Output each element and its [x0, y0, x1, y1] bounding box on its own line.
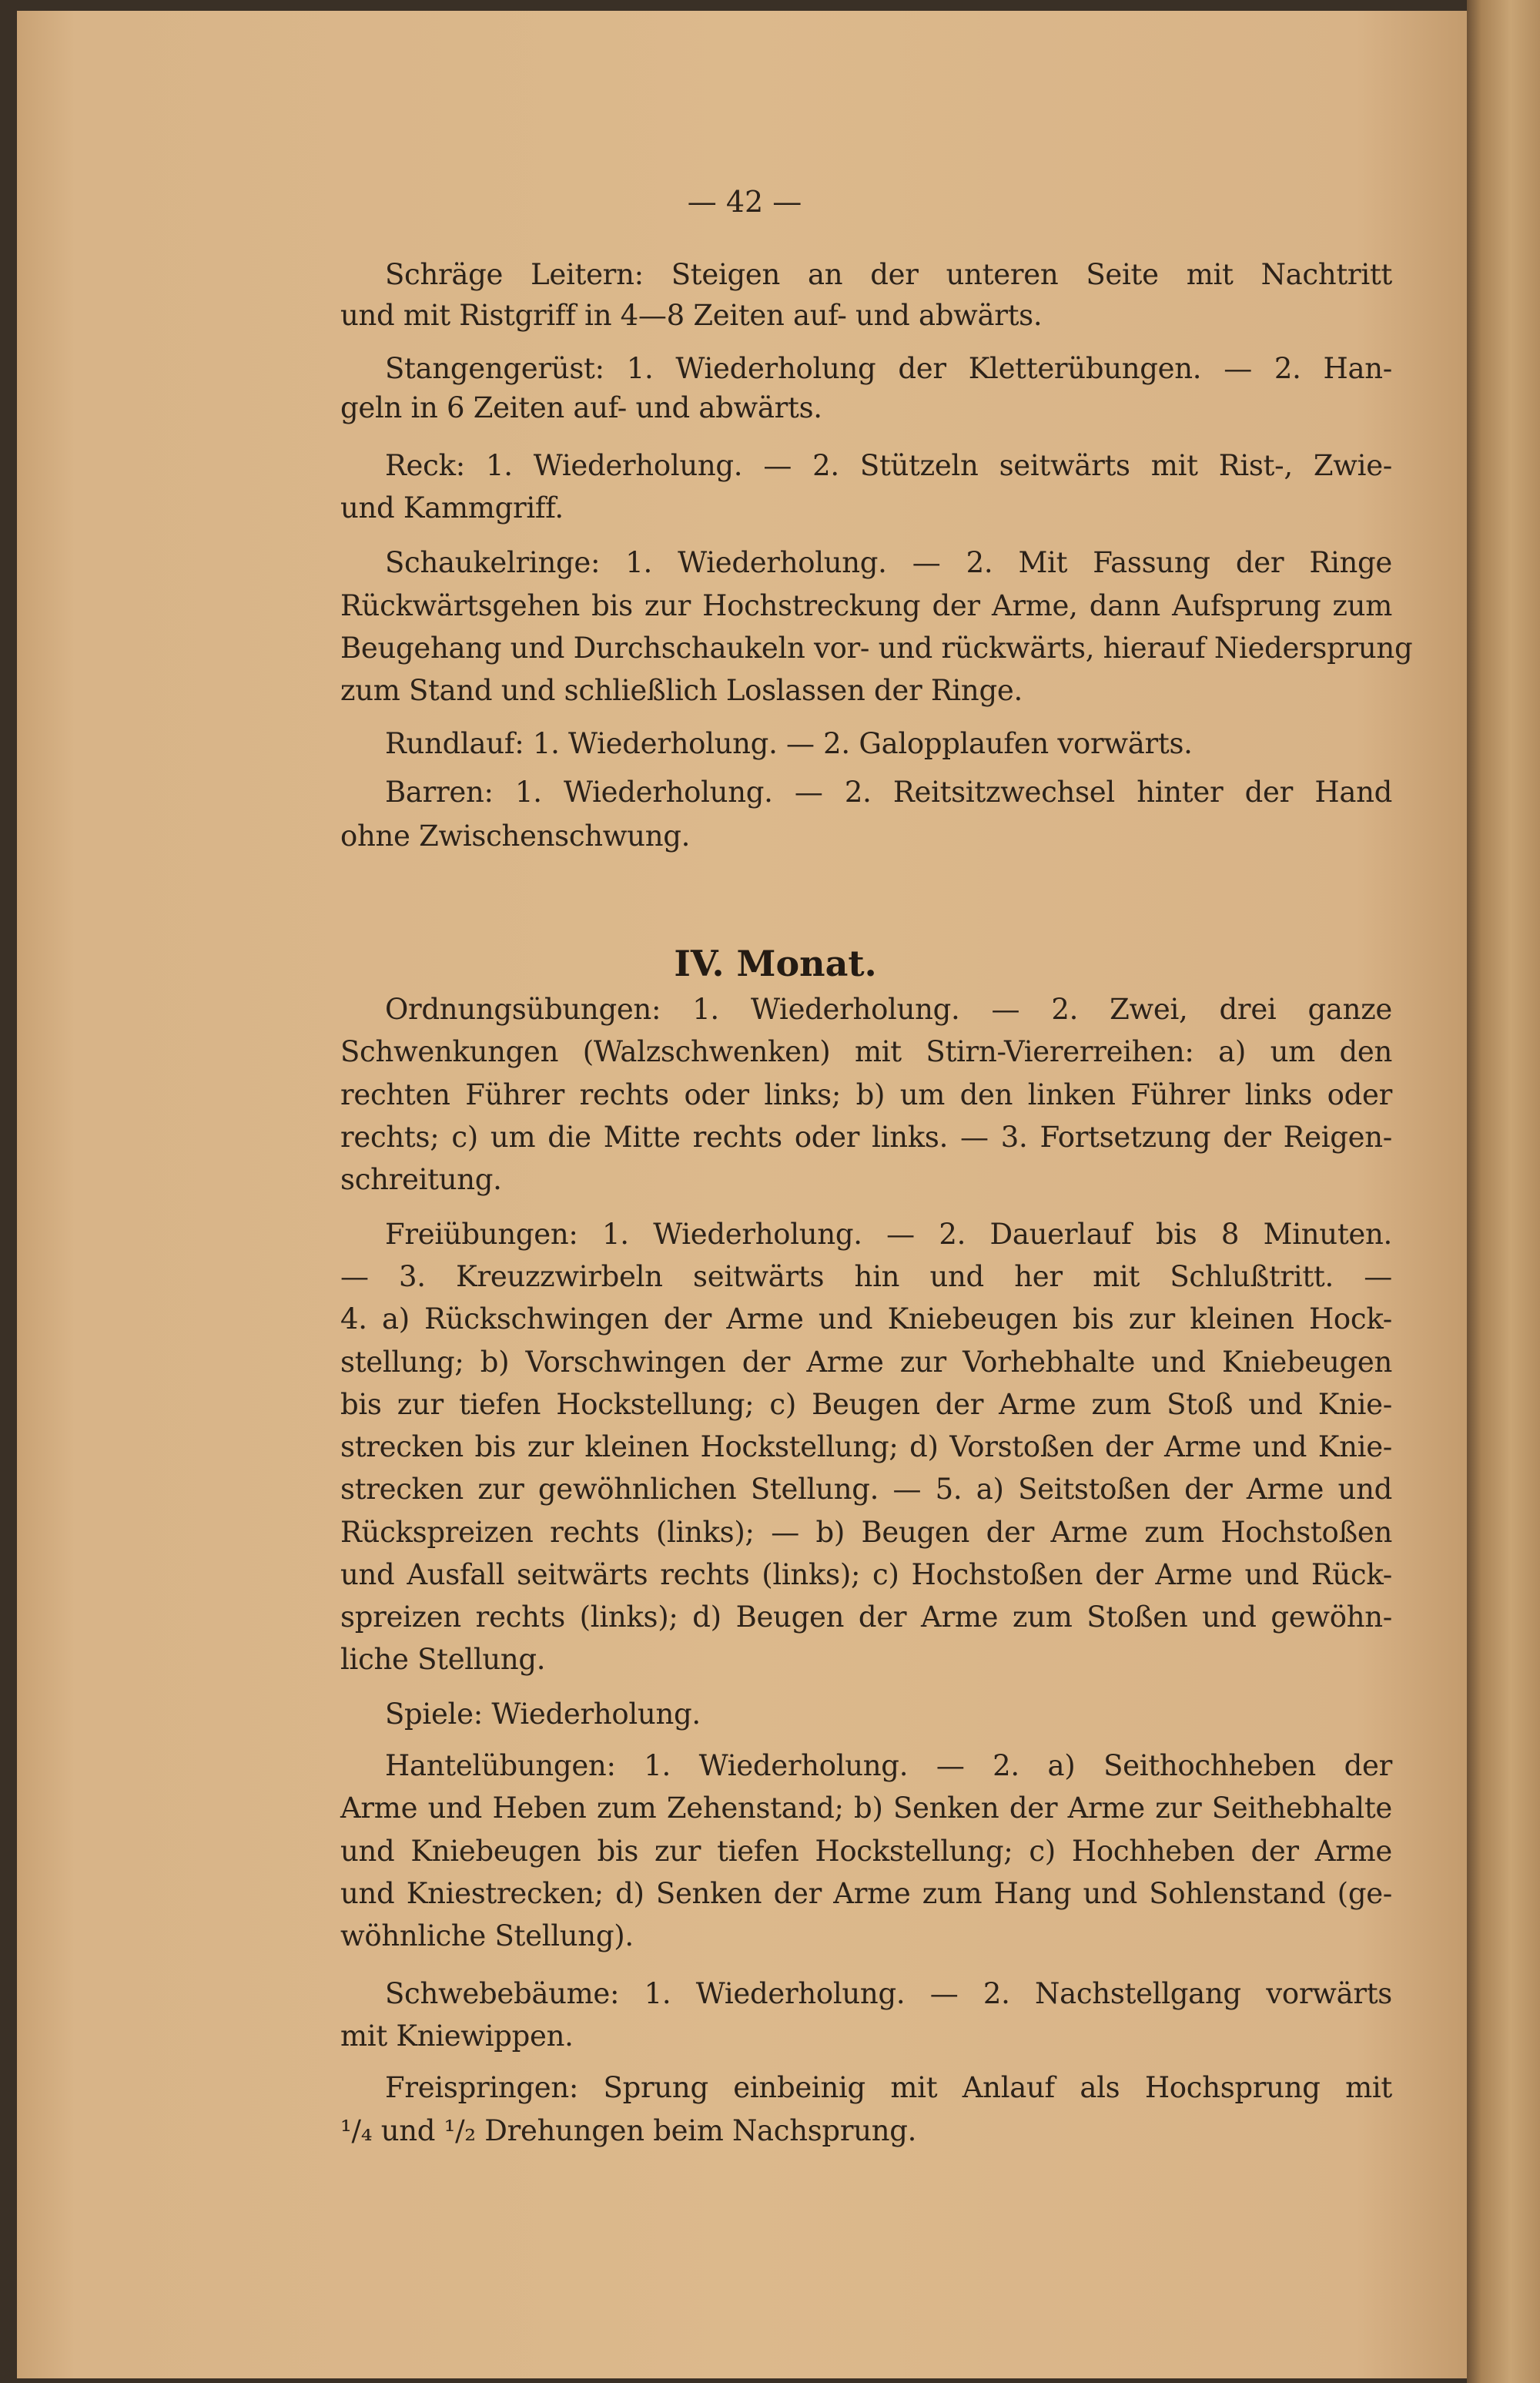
- paragraph-first-line: Freispringen: Sprung einbeinig mit Anlauf als Hochsprung mit: [385, 2071, 1392, 2105]
- paragraph-line: Rückwärtsgehen bis zur Hochstreckung der Arme, dann Aufsprung zum: [340, 588, 1392, 622]
- paragraph-line: Schwenkungen (Walzschwenken) mit Stirn-Viererreihen: a) um den: [340, 1035, 1392, 1069]
- paragraph-line: ohne Zwischenschwung.: [340, 819, 691, 853]
- paragraph-line: wöhnliche Stellung).: [340, 1919, 634, 1953]
- paragraph-line: mit Kniewippen.: [340, 2019, 574, 2053]
- paragraph-line: und mit Ristgriff in 4—8 Zeiten auf- und abwärts.: [340, 298, 1043, 332]
- paragraph-line: Rückspreizen rechts (links); — b) Beugen der Arme zum Hochstoßen: [340, 1515, 1392, 1549]
- paragraph-line: liche Stellung.: [340, 1643, 546, 1677]
- paragraph-line: Arme und Heben zum Zehenstand; b) Senken der Arme zur Seithebhalte: [340, 1791, 1392, 1825]
- paragraph-first-line: Freiübungen: 1. Wiederholung. — 2. Dauerlauf bis 8 Minuten.: [385, 1218, 1392, 1252]
- paragraph-line: ¹/₄ und ¹/₂ Drehungen beim Nachsprung.: [340, 2113, 917, 2147]
- paragraph-line: stellung; b) Vorschwingen der Arme zur Vorhebhalte und Kniebeugen: [340, 1345, 1392, 1379]
- book-page: [17, 11, 1472, 2378]
- paragraph-line: zum Stand und schließlich Loslassen der Ringe.: [340, 674, 1023, 708]
- paragraph-first-line: Schräge Leitern: Steigen an der unteren Seite mit Nachtritt: [385, 257, 1392, 291]
- paragraph-line: bis zur tiefen Hockstellung; c) Beugen der Arme zum Stoß und Knie-: [340, 1387, 1392, 1421]
- paragraph-line: und Kammgriff.: [340, 491, 564, 525]
- paragraph-first-line: Stangengerüst: 1. Wiederholung der Kletterübungen. — 2. Han-: [385, 352, 1392, 385]
- page-number: — 42 —: [687, 185, 802, 219]
- paragraph-line: schreitung.: [340, 1163, 502, 1197]
- paragraph-line: strecken zur gewöhnlichen Stellung. — 5. a) Seitstoßen der Arme und: [340, 1473, 1392, 1507]
- paragraph-line: strecken bis zur kleinen Hockstellung; d) Vorstoßen der Arme und Knie-: [340, 1430, 1392, 1464]
- paragraph-first-line: Reck: 1. Wiederholung. — 2. Stützeln seitwärts mit Rist-, Zwie-: [385, 449, 1392, 483]
- paragraph-line: spreizen rechts (links); d) Beugen der Arme zum Stoßen und gewöhn-: [340, 1600, 1392, 1634]
- section-heading: IV. Monat.: [674, 943, 877, 984]
- paragraph-first-line: Barren: 1. Wiederholung. — 2. Reitsitzwechsel hinter der Hand: [385, 776, 1392, 809]
- paragraph-first-line: Spiele: Wiederholung.: [385, 1698, 701, 1731]
- paragraph-line: Beugehang und Durchschaukeln vor- und rückwärts, hierauf Niedersprung: [340, 631, 1413, 665]
- paragraph-line: geln in 6 Zeiten auf- und abwärts.: [340, 391, 822, 425]
- paragraph-line: und Kniebeugen bis zur tiefen Hockstellung; c) Hochheben der Arme: [340, 1834, 1392, 1868]
- paragraph-line: rechten Führer rechts oder links; b) um den linken Führer links oder: [340, 1078, 1392, 1111]
- paragraph-line: und Kniestrecken; d) Senken der Arme zum Hang und Sohlenstand (ge-: [340, 1876, 1392, 1910]
- book-binding-edge: [1467, 0, 1540, 2383]
- paragraph-line: und Ausfall seitwärts rechts (links); c) Hochstoßen der Arme und Rück-: [340, 1557, 1392, 1591]
- paragraph-first-line: Ordnungsübungen: 1. Wiederholung. — 2. Zwei, drei ganze: [385, 993, 1392, 1027]
- paragraph-line: — 3. Kreuzzwirbeln seitwärts hin und her mit Schlußtritt. —: [340, 1260, 1392, 1294]
- paragraph-line: rechts; c) um die Mitte rechts oder links. — 3. Fortsetzung der Reigen-: [340, 1120, 1392, 1154]
- paragraph-first-line: Schaukelringe: 1. Wiederholung. — 2. Mit Fassung der Ringe: [385, 546, 1392, 580]
- paragraph-line: 4. a) Rückschwingen der Arme und Kniebeugen bis zur kleinen Hock-: [340, 1302, 1392, 1336]
- paragraph-first-line: Schwebebäume: 1. Wiederholung. — 2. Nachstellgang vorwärts: [385, 1977, 1392, 2011]
- paragraph-first-line: Hantelübungen: 1. Wiederholung. — 2. a) Seithochheben der: [385, 1749, 1392, 1783]
- paragraph-first-line: Rundlauf: 1. Wiederholung. — 2. Galopplaufen vorwärts.: [385, 727, 1193, 761]
